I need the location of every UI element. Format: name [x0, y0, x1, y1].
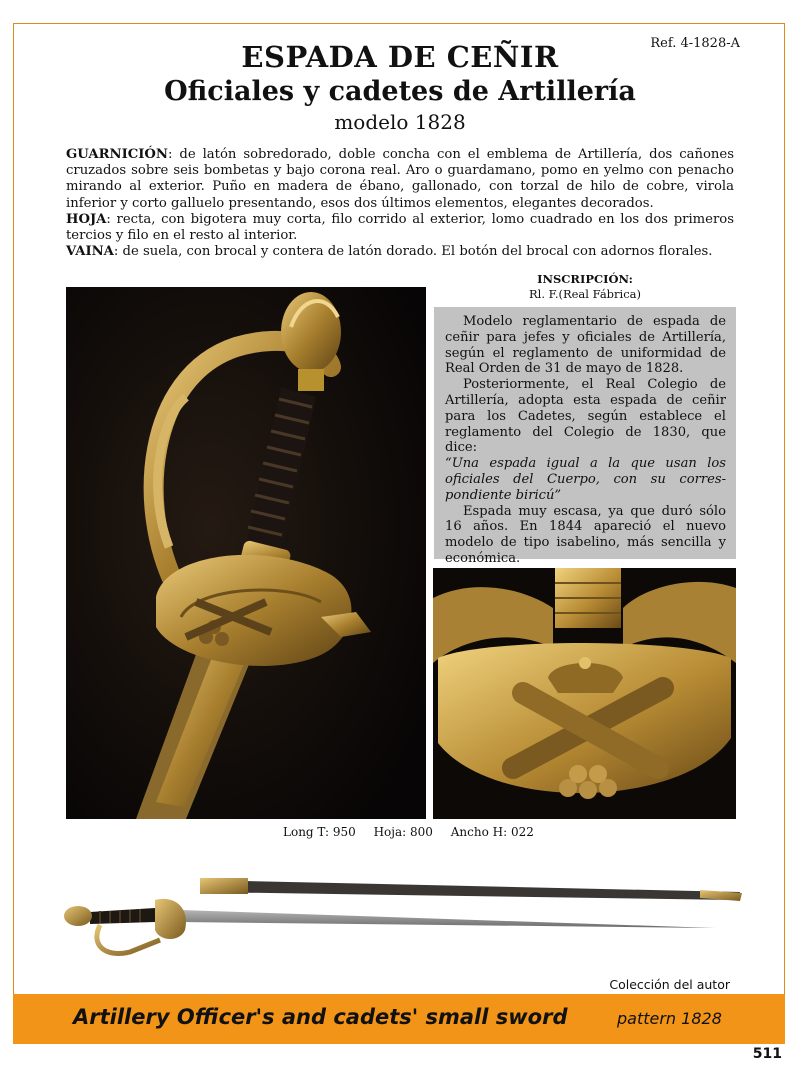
vaina-paragraph	[66, 244, 734, 260]
dimension-width: Ancho H: 022	[450, 825, 534, 839]
hilt-photo	[66, 287, 426, 819]
guarnicion-paragraph	[66, 147, 734, 212]
history-paragraph-2: Posteriormente, el Real Colegio de Artillería, adopta esta espada de ceñir para los Cadetes, según establece el reglamento del Colegio de 1830, que dice:	[445, 377, 726, 456]
guarnicion-label: GUARNICIÓN	[66, 147, 168, 162]
shell-detail-photo	[433, 568, 736, 819]
dimensions-line	[283, 825, 548, 839]
description-block	[66, 147, 734, 260]
page-number: 511	[752, 1046, 782, 1062]
history-quote-text: “Una espada igual a la que usan los oficiales del Cuerpo, con su corres-pondiente biricú”	[445, 456, 726, 503]
title-subtitle: Oficiales y cadetes de Artillería	[164, 76, 636, 107]
hoja-label: HOJA	[66, 211, 107, 227]
english-pattern: pattern 1828	[617, 1009, 722, 1028]
inscription-block	[432, 272, 738, 302]
inscription-heading: INSCRIPCIÓN:	[537, 272, 633, 286]
hoja-paragraph	[66, 212, 734, 244]
english-title: Artillery Officer's and cadets' small sword	[73, 1005, 568, 1029]
vaina-text: : de suela, con brocal y contera de latón dorado. El botón del brocal con adornos florales.	[113, 244, 713, 260]
hoja-text: : recta, con bigotera muy corta, filo corrido al exterior, lomo cuadrado en los dos primeros tercios y filo en el resto al interior.	[66, 211, 734, 244]
history-quote	[445, 456, 726, 503]
dimension-length: Long T: 950	[283, 825, 356, 839]
guarnicion-text: : de latón sobredorado, doble concha con el emblema de Artillería, dos cañones cruzados sobre seis bombetas y bajo corona real. Aro o guardamano, pomo en yelmo con penacho mirando al exterior. Puño en madera de ébano, gallonado, con torzal de hilo de cobre, virola inferior y corto galluelo presentando, esos dos últimos elementos, elegantes decorados.	[66, 147, 734, 211]
collection-credit: Colección del autor	[609, 977, 730, 992]
full-sword-photo	[60, 870, 750, 960]
dimension-blade: Hoja: 800	[373, 825, 433, 839]
reference-code: Ref. 4-1828-A	[650, 36, 740, 51]
english-title-banner	[13, 994, 785, 1044]
history-paragraph-3: Espada muy escasa, ya que duró sólo 16 años. En 1844 apareció el nuevo modelo de tipo isabelino, más sencilla y económica.	[445, 503, 726, 566]
history-paragraph-1: Modelo reglamentario de espada de ceñir para jefes y oficiales de Artillería, según el reglamento de uniformidad de Real Orden de 31 de mayo de 1828.	[445, 314, 726, 377]
title-model: modelo 1828	[334, 110, 466, 134]
vaina-label: VAINA	[66, 244, 114, 260]
history-box	[434, 307, 736, 566]
inscription-text: Rl. F.(Real Fábrica)	[528, 287, 641, 301]
title-main: ESPADA DE CEÑIR	[241, 40, 559, 74]
